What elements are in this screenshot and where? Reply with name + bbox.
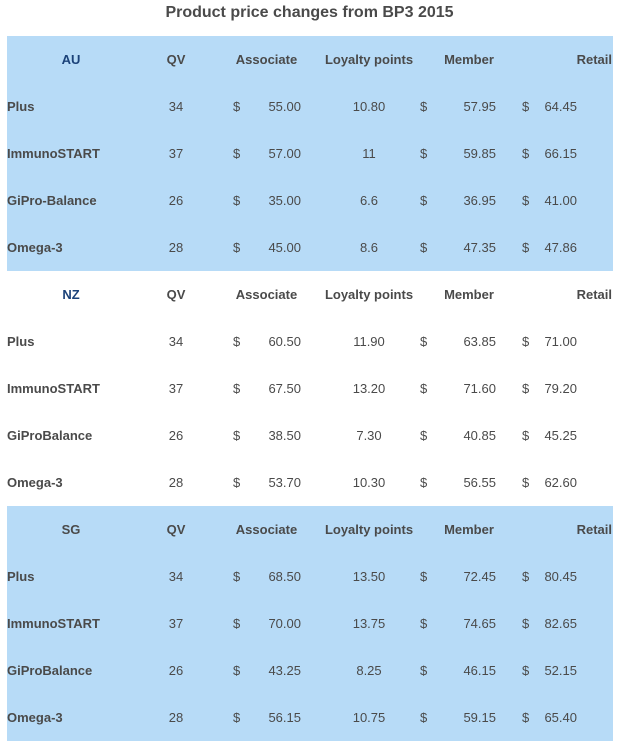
associate-price: 68.50 (268, 569, 301, 584)
retail-price: 47.86 (544, 240, 577, 255)
currency-symbol: $ (522, 475, 530, 490)
associate-price: 60.50 (268, 334, 301, 349)
currency-symbol: $ (522, 381, 530, 396)
qv-value: 28 (168, 710, 184, 725)
currency-symbol: $ (420, 99, 428, 114)
qv-value: 26 (168, 428, 184, 443)
table-row (7, 553, 613, 600)
table-row (7, 412, 613, 459)
product-name: ImmunoSTART (7, 146, 100, 161)
member-price: 59.85 (463, 146, 496, 161)
table-row (7, 130, 613, 177)
section-nz (7, 271, 613, 506)
currency-symbol: $ (233, 240, 241, 255)
section-au (7, 36, 613, 271)
loyalty-points: 10.30 (352, 475, 386, 490)
table-row (7, 224, 613, 271)
member-price: 63.85 (463, 334, 496, 349)
currency-symbol: $ (522, 569, 530, 584)
associate-price: 55.00 (268, 99, 301, 114)
header-qv: QV (166, 287, 186, 302)
table-row (7, 647, 613, 694)
retail-price: 62.60 (544, 475, 577, 490)
currency-symbol: $ (420, 193, 428, 208)
member-price: 74.65 (463, 616, 496, 631)
currency-symbol: $ (522, 193, 530, 208)
member-price: 40.85 (463, 428, 496, 443)
table-row (7, 365, 613, 412)
retail-price: 80.45 (544, 569, 577, 584)
associate-price: 45.00 (268, 240, 301, 255)
qv-value: 26 (168, 663, 184, 678)
product-name: Plus (7, 334, 35, 349)
header-row (7, 506, 613, 553)
currency-symbol: $ (420, 381, 428, 396)
retail-price: 65.40 (544, 710, 577, 725)
associate-price: 53.70 (268, 475, 301, 490)
member-price: 56.55 (463, 475, 496, 490)
currency-symbol: $ (522, 710, 530, 725)
loyalty-points: 13.50 (352, 569, 386, 584)
product-name: GiPro-Balance (7, 193, 97, 208)
currency-symbol: $ (420, 146, 428, 161)
currency-symbol: $ (420, 334, 428, 349)
currency-symbol: $ (233, 146, 241, 161)
product-name: Plus (7, 569, 35, 584)
member-price: 36.95 (463, 193, 496, 208)
region-label: NZ (62, 287, 80, 302)
header-row (7, 271, 613, 318)
qv-value: 37 (168, 381, 184, 396)
product-name: ImmunoSTART (7, 381, 100, 396)
associate-price: 56.15 (268, 710, 301, 725)
currency-symbol: $ (522, 663, 530, 678)
currency-symbol: $ (522, 146, 530, 161)
product-name: GiProBalance (7, 428, 93, 443)
member-price: 72.45 (463, 569, 496, 584)
qv-value: 28 (168, 475, 184, 490)
retail-price: 45.25 (544, 428, 577, 443)
currency-symbol: $ (420, 475, 428, 490)
region-label: AU (61, 52, 81, 67)
header-loyalty: Loyalty points (324, 522, 414, 537)
retail-price: 52.15 (544, 663, 577, 678)
product-name: GiProBalance (7, 663, 93, 678)
currency-symbol: $ (233, 99, 241, 114)
currency-symbol: $ (522, 240, 530, 255)
product-name: Omega-3 (7, 240, 63, 255)
member-price: 47.35 (463, 240, 496, 255)
table-row (7, 459, 613, 506)
loyalty-points: 8.25 (356, 663, 382, 678)
currency-symbol: $ (233, 663, 241, 678)
table-row (7, 694, 613, 741)
currency-symbol: $ (420, 663, 428, 678)
header-member: Member (444, 522, 494, 537)
currency-symbol: $ (420, 428, 428, 443)
associate-price: 57.00 (268, 146, 301, 161)
product-name: Plus (7, 99, 35, 114)
header-associate: Associate (235, 52, 298, 67)
loyalty-points: 13.75 (352, 616, 386, 631)
region-label: SG (61, 522, 81, 537)
table-row (7, 83, 613, 130)
currency-symbol: $ (522, 99, 530, 114)
loyalty-points: 13.20 (352, 381, 386, 396)
section-sg (7, 506, 613, 741)
currency-symbol: $ (522, 334, 530, 349)
member-price: 46.15 (463, 663, 496, 678)
header-qv: QV (166, 52, 186, 67)
loyalty-points: 10.75 (352, 710, 386, 725)
loyalty-points: 8.6 (359, 240, 379, 255)
retail-price: 41.00 (544, 193, 577, 208)
currency-symbol: $ (420, 616, 428, 631)
currency-symbol: $ (233, 334, 241, 349)
associate-price: 35.00 (268, 193, 301, 208)
currency-symbol: $ (420, 710, 428, 725)
loyalty-points: 10.80 (352, 99, 386, 114)
currency-symbol: $ (233, 428, 241, 443)
retail-price: 64.45 (544, 99, 577, 114)
member-price: 57.95 (463, 99, 496, 114)
header-qv: QV (166, 522, 186, 537)
product-name: Omega-3 (7, 710, 63, 725)
header-retail: Retail (576, 52, 612, 67)
currency-symbol: $ (522, 428, 530, 443)
currency-symbol: $ (233, 381, 241, 396)
loyalty-points: 11.90 (353, 334, 385, 349)
associate-price: 43.25 (268, 663, 301, 678)
product-name: Omega-3 (7, 475, 63, 490)
header-retail: Retail (576, 287, 612, 302)
currency-symbol: $ (233, 569, 241, 584)
table-row (7, 600, 613, 647)
member-price: 59.15 (463, 710, 496, 725)
currency-symbol: $ (233, 475, 241, 490)
retail-price: 66.15 (544, 146, 577, 161)
retail-price: 71.00 (544, 334, 577, 349)
product-name: ImmunoSTART (7, 616, 100, 631)
table-row (7, 318, 613, 365)
qv-value: 34 (168, 99, 184, 114)
qv-value: 37 (168, 146, 184, 161)
header-loyalty: Loyalty points (324, 52, 414, 67)
qv-value: 34 (168, 569, 184, 584)
qv-value: 26 (168, 193, 184, 208)
retail-price: 82.65 (544, 616, 577, 631)
page-title: Product price changes from BP3 2015 (165, 4, 454, 21)
header-associate: Associate (235, 522, 298, 537)
header-associate: Associate (235, 287, 298, 302)
header-member: Member (444, 287, 494, 302)
qv-value: 34 (168, 334, 184, 349)
header-row (7, 36, 613, 83)
qv-value: 37 (168, 616, 184, 631)
retail-price: 79.20 (544, 381, 577, 396)
currency-symbol: $ (233, 616, 241, 631)
associate-price: 67.50 (268, 381, 301, 396)
header-loyalty: Loyalty points (324, 287, 414, 302)
currency-symbol: $ (420, 240, 428, 255)
loyalty-points: 7.30 (356, 428, 382, 443)
header-retail: Retail (576, 522, 612, 537)
header-member: Member (444, 52, 494, 67)
currency-symbol: $ (420, 569, 428, 584)
currency-symbol: $ (233, 193, 241, 208)
table-row (7, 177, 613, 224)
currency-symbol: $ (522, 616, 530, 631)
loyalty-points: 6.6 (359, 193, 379, 208)
member-price: 71.60 (463, 381, 496, 396)
associate-price: 38.50 (268, 428, 301, 443)
associate-price: 70.00 (268, 616, 301, 631)
currency-symbol: $ (233, 710, 241, 725)
loyalty-points: 11 (362, 146, 376, 161)
qv-value: 28 (168, 240, 184, 255)
